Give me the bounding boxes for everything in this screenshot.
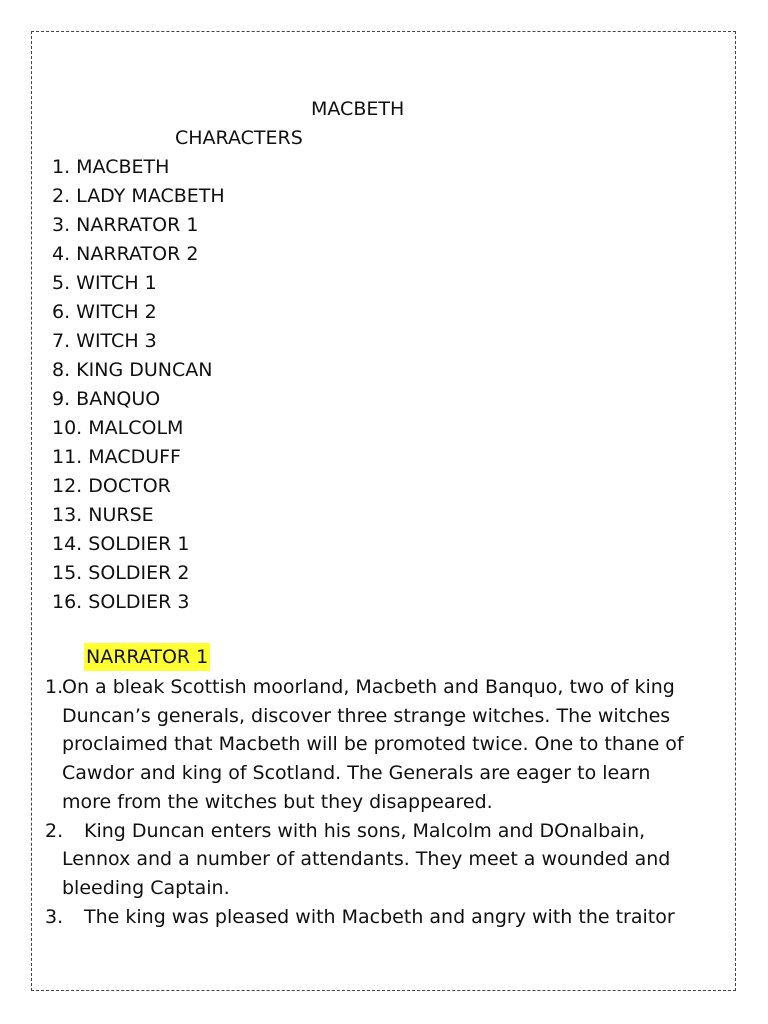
character-item: 16. SOLDIER 3: [52, 591, 190, 613]
character-item: 7. WITCH 3: [52, 330, 157, 352]
character-item: 6. WITCH 2: [52, 301, 157, 323]
narrator-1-heading: NARRATOR 1: [84, 643, 210, 671]
narration-number: 1.: [45, 676, 64, 698]
character-item: 15. SOLDIER 2: [52, 562, 190, 584]
character-item: 13. NURSE: [52, 504, 154, 526]
narration-item: [45, 673, 695, 817]
character-item: 1. MACBETH: [52, 156, 170, 178]
characters-heading: CHARACTERS: [175, 127, 303, 149]
character-item: 11. MACDUFF: [52, 446, 181, 468]
narration-item: [45, 817, 695, 903]
narration-text: On a bleak Scottish moorland, Macbeth and Banquo, two of king Duncan’s generals, discover three strange witches. The witches proclaimed that Macbeth will be promoted twice. One to thane of Cawdor and king of Scotland. The Generals are eager to learn more from the witches but they disappeared.: [62, 676, 684, 813]
narration-text: King Duncan enters with his sons, Malcolm and DOnalbain, Lennox and a number of attendants. They meet a wounded and bleeding Captain.: [62, 819, 671, 899]
narration-list: [45, 673, 695, 931]
narration-number: 2.: [45, 819, 64, 842]
document-title: MACBETH: [311, 98, 405, 120]
narration-number: 3.: [45, 905, 64, 928]
narration-item: [45, 903, 695, 932]
character-item: 3. NARRATOR 1: [52, 214, 199, 236]
character-item: 10. MALCOLM: [52, 417, 184, 439]
character-item: 14. SOLDIER 1: [52, 533, 190, 555]
character-item: 9. BANQUO: [52, 388, 161, 410]
character-item: 8. KING DUNCAN: [52, 359, 213, 381]
character-item: 5. WITCH 1: [52, 272, 157, 294]
narration-text: The king was pleased with Macbeth and angry with the traitor: [84, 905, 675, 928]
character-list: [52, 153, 225, 617]
character-item: 12. DOCTOR: [52, 475, 171, 497]
character-item: 4. NARRATOR 2: [52, 243, 199, 265]
character-item: 2. LADY MACBETH: [52, 185, 225, 207]
